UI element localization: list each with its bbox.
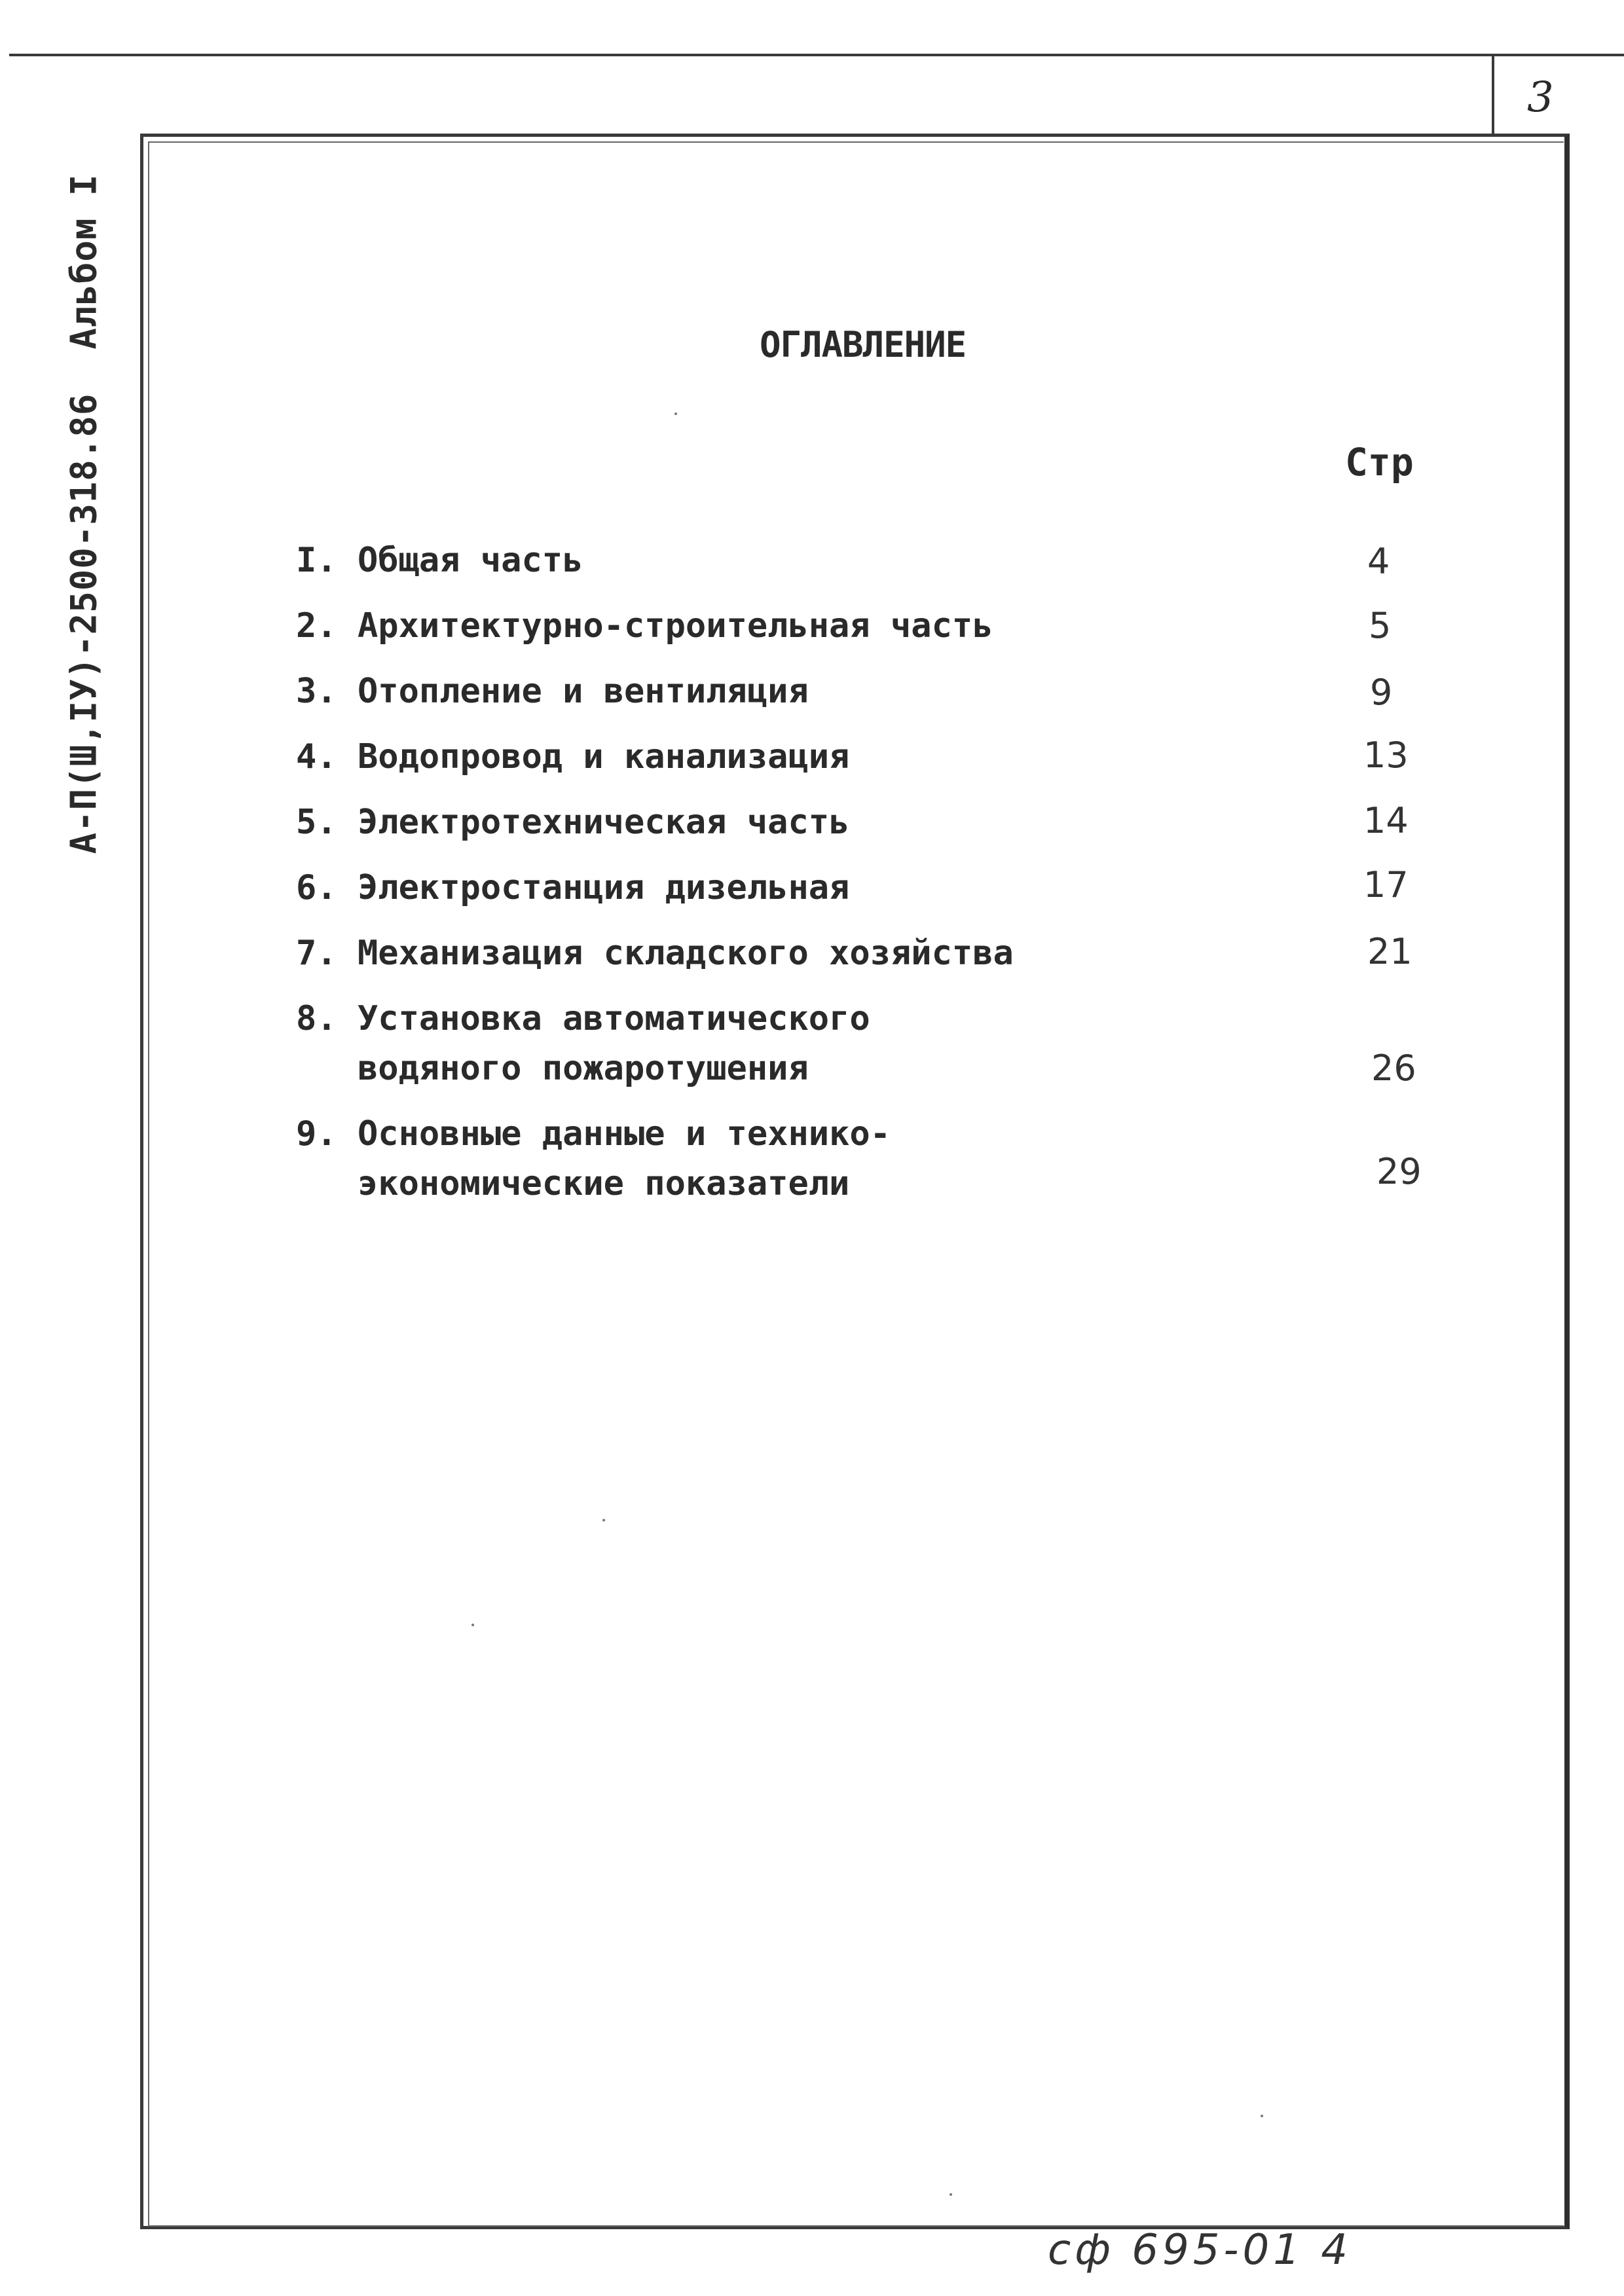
toc-item-number: 3. [296, 672, 337, 711]
toc-item-text: Водопровод и канализация [358, 737, 850, 776]
toc-item-number: 8. [296, 999, 337, 1038]
toc-item [296, 732, 1475, 782]
scan-speck [950, 2193, 952, 2196]
scan-speck [602, 1519, 605, 1522]
toc-item-number: 9. [296, 1114, 337, 1154]
toc-item-text: Общая часть [358, 541, 583, 580]
toc-item-number: 2. [296, 606, 337, 646]
footer-stamp: сф 695-01 4 [1048, 2226, 1352, 2274]
toc-item-page: 21 [1367, 931, 1412, 972]
toc-item-page: 14 [1363, 800, 1409, 841]
toc-item [296, 536, 1475, 585]
toc-item [296, 601, 1475, 651]
toc-item-number: 5. [296, 803, 337, 842]
toc-item-text: Электростанция дизельная [358, 868, 850, 907]
toc-item-page: 17 [1363, 864, 1409, 905]
toc-item [296, 928, 1475, 978]
scan-speck [471, 1624, 474, 1626]
top-rule [9, 54, 1624, 56]
toc-item [296, 1109, 1475, 1209]
toc-item-page: 26 [1371, 1048, 1416, 1089]
toc-item [296, 994, 1475, 1093]
toc-item-text: Отопление и вентиляция [358, 672, 809, 711]
toc-item [296, 666, 1475, 716]
toc-item-number: 4. [296, 737, 337, 776]
scan-speck [1261, 2115, 1263, 2117]
toc-item-number: I. [296, 541, 337, 580]
toc-item-number: 7. [296, 934, 337, 973]
side-label-document-code: А-П(Ш,IУ)-2500-318.86 Альбом I [63, 173, 105, 854]
toc-item-text: Архитектурно-строительная часть [358, 606, 993, 646]
toc-item [296, 863, 1475, 913]
scan-speck [674, 412, 677, 415]
toc-item-page: 4 [1367, 541, 1390, 582]
toc-item-number: 6. [296, 868, 337, 907]
page-number-divider [1492, 55, 1494, 134]
toc-item-page: 29 [1376, 1151, 1422, 1192]
toc-item-text: Установка автоматического водяного пожаротушения [358, 999, 870, 1088]
page-column-header: Стр [1345, 440, 1414, 484]
page-title: ОГЛАВЛЕНИЕ [760, 324, 967, 365]
toc-item-page: 5 [1369, 605, 1392, 646]
page-number: 3 [1527, 73, 1554, 122]
toc-item-text: Основные данные и технико- экономические показатели [358, 1114, 891, 1203]
toc-item-text: Электротехническая часть [358, 803, 850, 842]
toc-item-page: 13 [1363, 735, 1409, 776]
toc-item-text: Механизация складского хозяйства [358, 934, 1014, 973]
toc-item-page: 9 [1370, 672, 1393, 713]
toc-item [296, 797, 1475, 847]
